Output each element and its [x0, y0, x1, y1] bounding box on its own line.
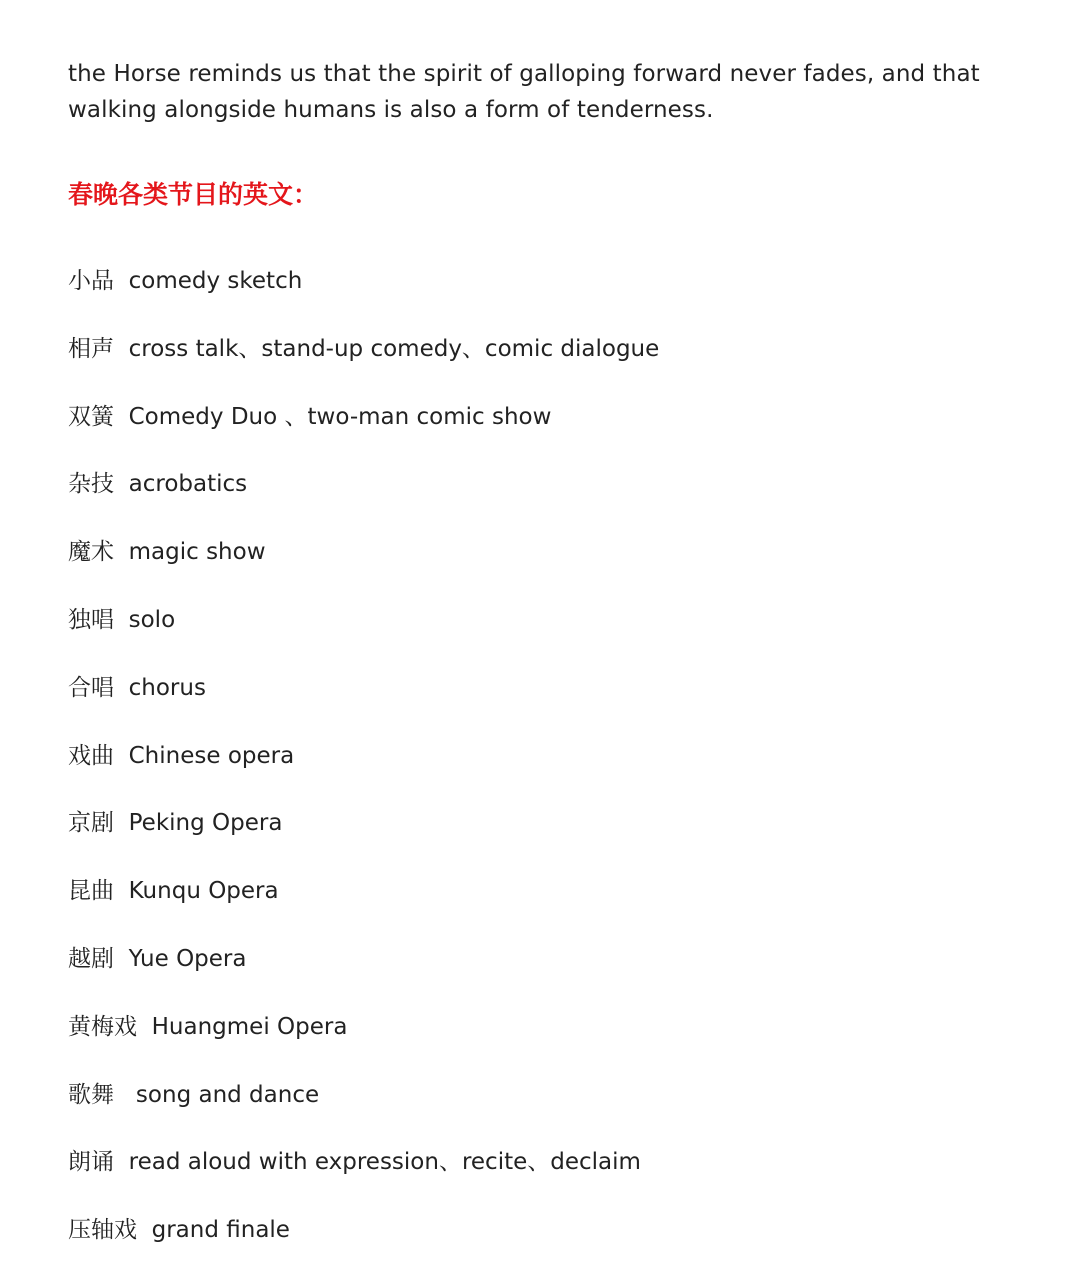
term-english: magic show	[128, 539, 266, 566]
intro-paragraph: the Horse reminds us that the spirit of galloping forward never fades, and that walking alongside humans is also a form of tenderness.	[68, 61, 980, 123]
term-english: Comedy Duo 、two-man comic show	[128, 403, 552, 430]
term-list	[68, 263, 1018, 1280]
term-english: Kunqu Opera	[128, 878, 279, 905]
section-heading: 春晚各类节目的英文：	[68, 180, 319, 209]
term-english: Huangmei Opera	[151, 1013, 348, 1040]
list-item	[68, 941, 1018, 1009]
list-item	[68, 738, 1018, 806]
term-chinese: 京剧	[68, 810, 114, 837]
list-item	[68, 331, 1018, 399]
term-english: read aloud with expression、recite、declaim	[128, 1149, 641, 1176]
list-item	[68, 466, 1018, 534]
term-chinese: 黄梅戏	[68, 1013, 137, 1040]
term-chinese: 歌舞	[68, 1081, 114, 1108]
term-chinese: 双簧	[68, 403, 114, 430]
term-english: grand finale	[151, 1217, 290, 1244]
term-english: Chinese opera	[128, 742, 295, 769]
term-english: Peking Opera	[128, 810, 283, 837]
list-item	[68, 399, 1018, 467]
list-item	[68, 1077, 1018, 1145]
term-chinese: 昆曲	[68, 878, 114, 905]
term-chinese: 魔术	[68, 539, 114, 566]
term-chinese: 越剧	[68, 945, 114, 972]
list-item	[68, 534, 1018, 602]
list-item	[68, 873, 1018, 941]
term-chinese: 独唱	[68, 606, 114, 633]
term-chinese: 压轴戏	[68, 1217, 137, 1244]
article-body	[68, 56, 1018, 1244]
term-english: Yue Opera	[128, 945, 247, 972]
list-item	[68, 1144, 1018, 1212]
list-item	[68, 263, 1018, 331]
term-chinese: 戏曲	[68, 742, 114, 769]
term-english: chorus	[128, 674, 206, 701]
list-item	[68, 602, 1018, 670]
term-chinese: 相声	[68, 335, 114, 362]
term-chinese: 合唱	[68, 674, 114, 701]
list-item	[68, 1009, 1018, 1077]
term-english: cross talk、stand-up comedy、comic dialogue	[128, 335, 660, 362]
term-chinese: 朗诵	[68, 1149, 114, 1176]
list-item	[68, 1212, 1018, 1280]
term-english: solo	[128, 606, 176, 633]
list-item	[68, 670, 1018, 738]
term-english: acrobatics	[128, 471, 248, 498]
term-english: comedy sketch	[128, 268, 303, 294]
term-chinese: 杂技	[68, 471, 114, 498]
term-chinese: 小品	[68, 268, 114, 294]
term-english: song and dance	[128, 1081, 320, 1108]
list-item	[68, 805, 1018, 873]
